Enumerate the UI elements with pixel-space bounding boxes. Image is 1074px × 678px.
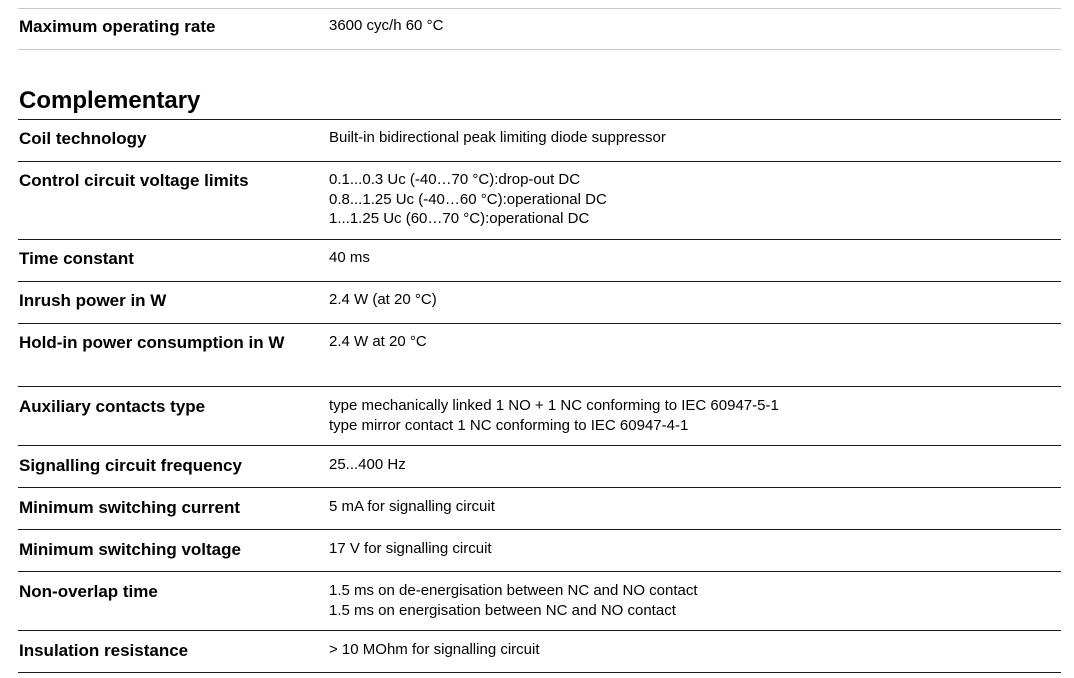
row-divider (18, 49, 1061, 50)
section-divider (18, 119, 1061, 120)
spec-value (329, 248, 1049, 268)
spec-value (329, 396, 1049, 435)
spec-value (329, 640, 1049, 660)
row-divider (18, 386, 1061, 387)
spec-value-line: 1.5 ms on energisation between NC and NO contact (329, 601, 676, 619)
spec-value-line: 2.4 W (at 20 °C) (329, 291, 437, 308)
spec-label: Non-overlap time (19, 582, 158, 601)
spec-value (329, 497, 1049, 517)
spec-value (329, 539, 1049, 559)
row-divider (18, 323, 1061, 324)
spec-value (329, 455, 1049, 475)
row-divider (18, 571, 1061, 572)
spec-value-line: 0.8...1.25 Uc (-40…60 °C):operational DC (329, 190, 607, 208)
row-divider (18, 161, 1061, 162)
spec-value-line: 0.1...0.3 Uc (-40…70 °C):drop-out DC (329, 171, 581, 188)
spec-label: Control circuit voltage limits (19, 171, 249, 190)
top-divider (18, 8, 1061, 9)
spec-value-line: type mechanically linked 1 NO + 1 NC conforming to IEC 60947-5-1 (329, 397, 779, 414)
row-divider (18, 487, 1061, 488)
spec-label: Hold-in power consumption in W (19, 333, 285, 352)
spec-value-line: 17 V for signalling circuit (329, 540, 492, 557)
row-divider (18, 281, 1061, 282)
row-divider (18, 672, 1061, 673)
spec-label: Minimum switching current (19, 498, 241, 517)
spec-value-line: > 10 MOhm for signalling circuit (329, 641, 540, 658)
spec-value-line: type mirror contact 1 NC conforming to IEC 60947-4-1 (329, 416, 689, 434)
spec-value (329, 581, 1049, 620)
spec-value-line: 25...400 Hz (329, 456, 406, 473)
spec-value-line: 1.5 ms on de-energisation between NC and NO contact (329, 582, 698, 599)
spec-label: Auxiliary contacts type (19, 397, 206, 416)
spec-value (329, 170, 1049, 229)
row-divider (18, 529, 1061, 530)
spec-value (329, 290, 1049, 310)
row-divider (18, 239, 1061, 240)
section-title: Complementary (19, 87, 201, 114)
spec-label: Maximum operating rate (19, 17, 216, 36)
spec-label: Time constant (19, 249, 134, 268)
spec-label: Insulation resistance (19, 641, 189, 660)
spec-value-line: 2.4 W at 20 °C (329, 333, 427, 350)
spec-value (329, 332, 1049, 352)
spec-value (329, 128, 1049, 148)
spec-value-line: 1...1.25 Uc (60…70 °C):operational DC (329, 210, 590, 227)
row-divider (18, 445, 1061, 446)
spec-label: Minimum switching voltage (19, 540, 241, 559)
spec-value-line: 40 ms (329, 249, 370, 266)
spec-value-line: 5 mA for signalling circuit (329, 498, 495, 515)
spec-value-line: 3600 cyc/h 60 °C (329, 17, 444, 34)
row-divider (18, 630, 1061, 631)
spec-label: Inrush power in W (19, 291, 167, 310)
spec-value-line: Built-in bidirectional peak limiting diode suppressor (329, 129, 666, 146)
spec-label: Signalling circuit frequency (19, 456, 242, 475)
spec-value (329, 16, 1049, 36)
spec-label: Coil technology (19, 129, 147, 148)
